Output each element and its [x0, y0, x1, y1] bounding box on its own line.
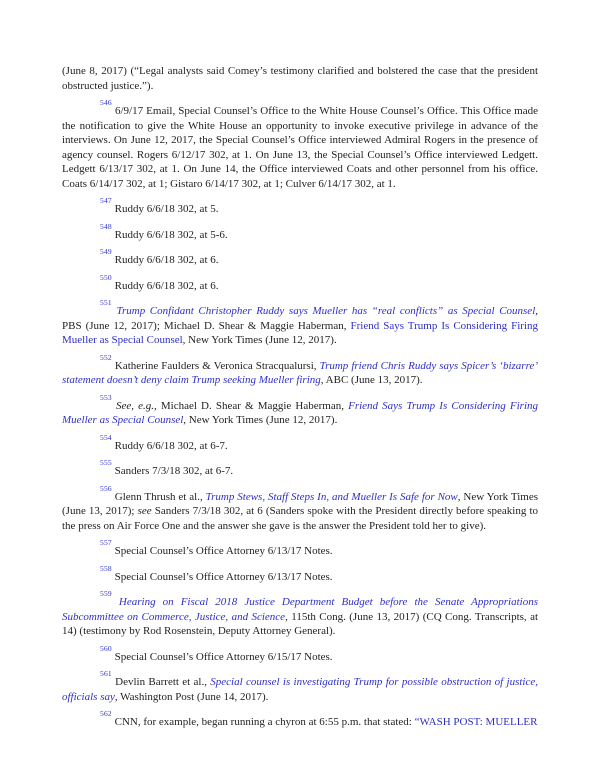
citation-link[interactable]: Trump friend Chris Ruddy says Spicer’s ‘bizarre’ statement doesn’t deny claim Trump seeking Mueller firing [62, 359, 539, 386]
text-run: Katherine Faulders & Veronica Stracqualursi, [114, 359, 320, 372]
footnote-557 [62, 538, 538, 559]
footnote-554 [62, 432, 538, 454]
footnote-marker[interactable]: 556 [100, 483, 112, 493]
text-run: , Michael D. Shear & Maggie Haberman, [154, 399, 349, 412]
citation-link[interactable]: Friend Says Trump Is Considering Firing Mueller as Special Counsel [62, 319, 539, 346]
footnote-marker[interactable]: 554 [100, 432, 112, 442]
text-run: Glenn Thrush et al., [114, 490, 206, 503]
text-run: , ABC (June 13, 2017). [320, 374, 423, 386]
text-run: Special Counsel’s Office Attorney 6/15/17 Notes. [114, 650, 333, 663]
text-run: , PBS (June 12, 2017); Michael D. Shear & Maggie Haberman, [62, 305, 538, 332]
footnote-marker[interactable]: 560 [100, 643, 112, 653]
footnote-552 [62, 352, 539, 388]
text-run: Sanders 7/3/18 302, at 6-7. [114, 465, 234, 477]
citation-link[interactable]: Trump Stews, Staff Steps In, and Mueller Is Safe for Now [205, 490, 458, 503]
footnote-547 [62, 196, 538, 217]
text-run: Ruddy 6/6/18 302, at 6. [114, 279, 219, 292]
citation-link[interactable]: Hearing on Fiscal 2018 Justice Department Budget before the Senate Appropriations Subcommittee on Commerce, Justice, and Science [62, 596, 538, 623]
citation-link[interactable]: Friend Says Trump Is Considering Firing Mueller as Special Counsel [62, 399, 538, 426]
footnote-marker[interactable]: 555 [100, 458, 112, 468]
footnote-562 [62, 709, 538, 730]
text-run: Ruddy 6/6/18 302, at 5-6. [114, 228, 228, 241]
text-run: Special Counsel’s Office Attorney 6/13/17 Notes. [114, 570, 333, 583]
text-run: , New York Times (June 12, 2017). [182, 334, 337, 346]
footnote-551 [62, 298, 539, 348]
text-run: CNN, for example, began running a chyron at 6:55 p.m. that stated: [114, 716, 415, 728]
text-run: see [137, 505, 152, 517]
footnote-559 [62, 589, 539, 639]
continuation-paragraph [62, 64, 538, 93]
footnote-marker[interactable]: 562 [100, 709, 112, 719]
footnote-558 [62, 563, 538, 585]
footnote-556 [62, 483, 538, 534]
text-run: Ruddy 6/6/18 302, at 6-7. [114, 439, 228, 452]
text-run: , 115th Cong. (June 13, 2017) (CQ Cong. Transcripts, at 14) (testimony by Rod Rosenstein, Deputy Attorney General). [62, 610, 539, 637]
text-run: , New York Times (June 13, 2017); [62, 490, 538, 517]
footnote-561 [62, 669, 538, 704]
footnote-marker[interactable]: 546 [100, 98, 112, 108]
footnote-marker[interactable]: 558 [100, 563, 112, 573]
text-run: 6/9/17 Email, Special Counsel’s Office to the White House Counsel’s Office. This Office made the notification to give the White House an opportunity to invoke executive privilege in advance of the interviews. On June 12, 2017, the Special Counsel’s Office interviewed Admiral Rogers in the presence of agency counsel. Rogers 6/12/17 302, at 1. On June 13, the Special Counsel’s Office interviewed Ledgett. Ledgett 6/13/17 302, at 1. On June 14, the Office interviewed Coats and other personnel from his office. Coats 6/14/17 302, at 1; Gistaro 6/14/17 302, at 1; Culver 6/14/17 302, at 1. [62, 105, 538, 190]
footnote-marker[interactable]: 547 [100, 196, 112, 206]
citation-link[interactable]: Trump Confidant Christopher Ruddy says Mueller has “real conflicts” as Special Counsel [116, 305, 536, 317]
footnote-546 [62, 98, 538, 191]
footnote-marker[interactable]: 549 [100, 247, 112, 257]
text-run: , Washington Post (June 14, 2017). [114, 690, 269, 703]
footnote-marker[interactable]: 552 [100, 352, 112, 362]
footnote-marker[interactable]: 551 [100, 298, 112, 308]
footnote-marker[interactable]: 557 [100, 538, 112, 548]
text-run: Devlin Barrett et al., [115, 676, 211, 688]
footnote-marker[interactable]: 550 [100, 272, 112, 282]
footnote-marker[interactable]: 559 [100, 589, 112, 599]
citation-link[interactable]: “WASH POST: MUELLER [414, 716, 538, 728]
footnote-553 [62, 392, 538, 428]
footnote-marker[interactable]: 561 [100, 669, 112, 679]
text-run: See, e.g. [115, 399, 155, 412]
text-run: Ruddy 6/6/18 302, at 5. [114, 203, 219, 215]
footnote-list [62, 98, 539, 730]
text-run: (June 8, 2017) (“Legal analysts said Comey’s testimony clarified and bolstered the case that the president obstructed justice.”). [62, 65, 538, 92]
citation-link[interactable]: Special counsel is investigating Trump for possible obstruction of justice, officials say [62, 676, 538, 703]
footnote-548 [62, 221, 538, 243]
text-run: Sanders 7/3/18 302, at 6 (Sanders spoke with the President directly before speaking to the press on Air Force One and the answer she gave is the answer the President told her to give). [62, 505, 538, 532]
footnote-550 [62, 272, 538, 294]
footnote-549 [62, 247, 538, 268]
footnote-marker[interactable]: 548 [100, 221, 112, 231]
footnotes-section [62, 64, 538, 730]
footnote-marker[interactable]: 553 [100, 392, 112, 402]
text-run: Special Counsel’s Office Attorney 6/13/17 Notes. [114, 545, 333, 557]
footnote-560 [62, 643, 538, 665]
text-run: Ruddy 6/6/18 302, at 6. [114, 254, 219, 266]
text-run: , New York Times (June 12, 2017). [183, 414, 338, 426]
footnote-555 [62, 458, 538, 479]
